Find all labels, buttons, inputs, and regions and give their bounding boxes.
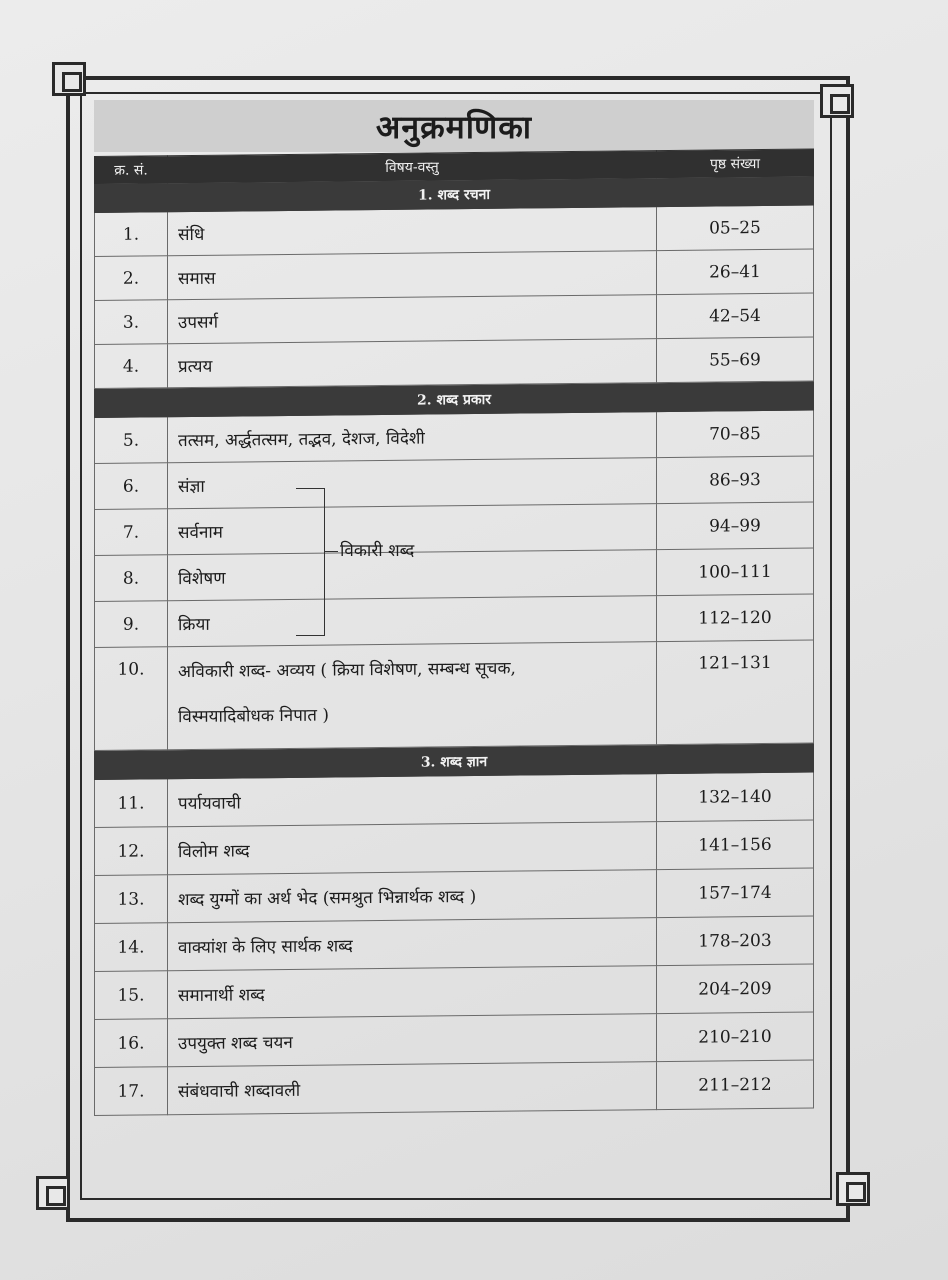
corner-ornament: [836, 1172, 870, 1206]
row-subject: उपयुक्त शब्द चयन: [168, 1014, 657, 1067]
table-row: [95, 548, 814, 602]
corner-ornament: [36, 1176, 70, 1210]
table-row: [95, 594, 814, 648]
row-pages: 210–210: [657, 1012, 814, 1062]
row-pages: 178–203: [657, 916, 814, 966]
row-number: 10.: [95, 647, 168, 751]
corner-ornament: [820, 84, 854, 118]
table-row: [95, 1012, 814, 1068]
table-row: [95, 916, 814, 972]
table-row: [95, 410, 814, 464]
row-number: 6.: [95, 463, 168, 510]
row-number: 2.: [95, 256, 168, 301]
row-number: 1.: [95, 212, 168, 257]
row-subject: सर्वनाम: [168, 504, 657, 555]
row-number: 16.: [95, 1019, 168, 1068]
row-number: 3.: [95, 300, 168, 345]
table-row: [95, 502, 814, 556]
row-pages: 121–131: [657, 640, 814, 745]
row-pages: 112–120: [657, 594, 814, 642]
row-number: 5.: [95, 417, 168, 464]
row-number: 4.: [95, 344, 168, 389]
row-subject: [168, 642, 657, 750]
row-number: 17.: [95, 1067, 168, 1116]
table-row: [95, 868, 814, 924]
table-row: [95, 964, 814, 1020]
vikari-bracket-label: विकारी शब्द: [324, 538, 414, 561]
corner-ornament: [52, 62, 86, 96]
section-heading: 2. शब्द प्रकार: [95, 381, 814, 418]
row-subject: संबंधवाची शब्दावली: [168, 1062, 657, 1115]
row-subject: पर्यायवाची: [168, 774, 657, 827]
row-number: 11.: [95, 779, 168, 828]
table-row: [95, 772, 814, 828]
vikari-bracket: [296, 488, 325, 636]
table-row: [95, 205, 814, 257]
row-subject: समानार्थी शब्द: [168, 966, 657, 1019]
row-number: 13.: [95, 875, 168, 924]
row-subject-line1: अविकारी शब्द- अव्यय ( क्रिया विशेषण, सम्बन्ध सूचक,: [178, 658, 516, 683]
row-pages: 100–111: [657, 548, 814, 596]
table-row: [95, 456, 814, 510]
row-subject: संधि: [168, 207, 657, 256]
table-row: [95, 1060, 814, 1116]
table-row: [95, 820, 814, 876]
row-pages: 94–99: [657, 502, 814, 550]
row-pages: 86–93: [657, 456, 814, 504]
header-page: पृष्ठ संख्या: [657, 149, 814, 178]
row-subject: विलोम शब्द: [168, 822, 657, 875]
table-row: [95, 337, 814, 389]
row-number: 7.: [95, 509, 168, 556]
row-subject: तत्सम, अर्द्धतत्सम, तद्भव, देशज, विदेशी: [168, 412, 657, 463]
row-pages: 211–212: [657, 1060, 814, 1110]
section-heading: 3. शब्द ज्ञान: [95, 743, 814, 780]
row-pages: 26–41: [657, 249, 814, 295]
row-subject: समास: [168, 251, 657, 300]
page-title: अनुक्रमणिका: [94, 100, 814, 152]
row-number: 9.: [95, 601, 168, 648]
row-pages: 42–54: [657, 293, 814, 339]
row-subject: क्रिया: [168, 596, 657, 647]
row-subject: संज्ञा: [168, 458, 657, 509]
table-row: [95, 293, 814, 345]
row-subject: शब्द युग्मों का अर्थ भेद (समश्रुत भिन्नार्थक शब्द ): [168, 870, 657, 923]
row-pages: 70–85: [657, 410, 814, 458]
contents-table: [94, 148, 814, 1116]
row-number: 14.: [95, 923, 168, 972]
header-num: क्र. सं.: [95, 156, 168, 184]
row-pages: 157–174: [657, 868, 814, 918]
row-number: 8.: [95, 555, 168, 602]
row-subject-line2: विस्मयादिबोधक निपात ): [178, 705, 329, 728]
table-row: [95, 249, 814, 301]
row-number: 15.: [95, 971, 168, 1020]
row-pages: 141–156: [657, 820, 814, 870]
row-pages: 55–69: [657, 337, 814, 383]
header-subject: विषय-वस्तु: [168, 151, 657, 183]
row-subject: उपसर्ग: [168, 295, 657, 344]
row-pages: 132–140: [657, 772, 814, 822]
row-subject: विशेषण: [168, 550, 657, 601]
row-pages: 204–209: [657, 964, 814, 1014]
row-subject: प्रत्यय: [168, 339, 657, 388]
section-heading: 1. शब्द रचना: [95, 176, 814, 213]
table-row: [95, 640, 814, 751]
row-number: 12.: [95, 827, 168, 876]
row-pages: 05–25: [657, 205, 814, 251]
row-subject: वाक्यांश के लिए सार्थक शब्द: [168, 918, 657, 971]
